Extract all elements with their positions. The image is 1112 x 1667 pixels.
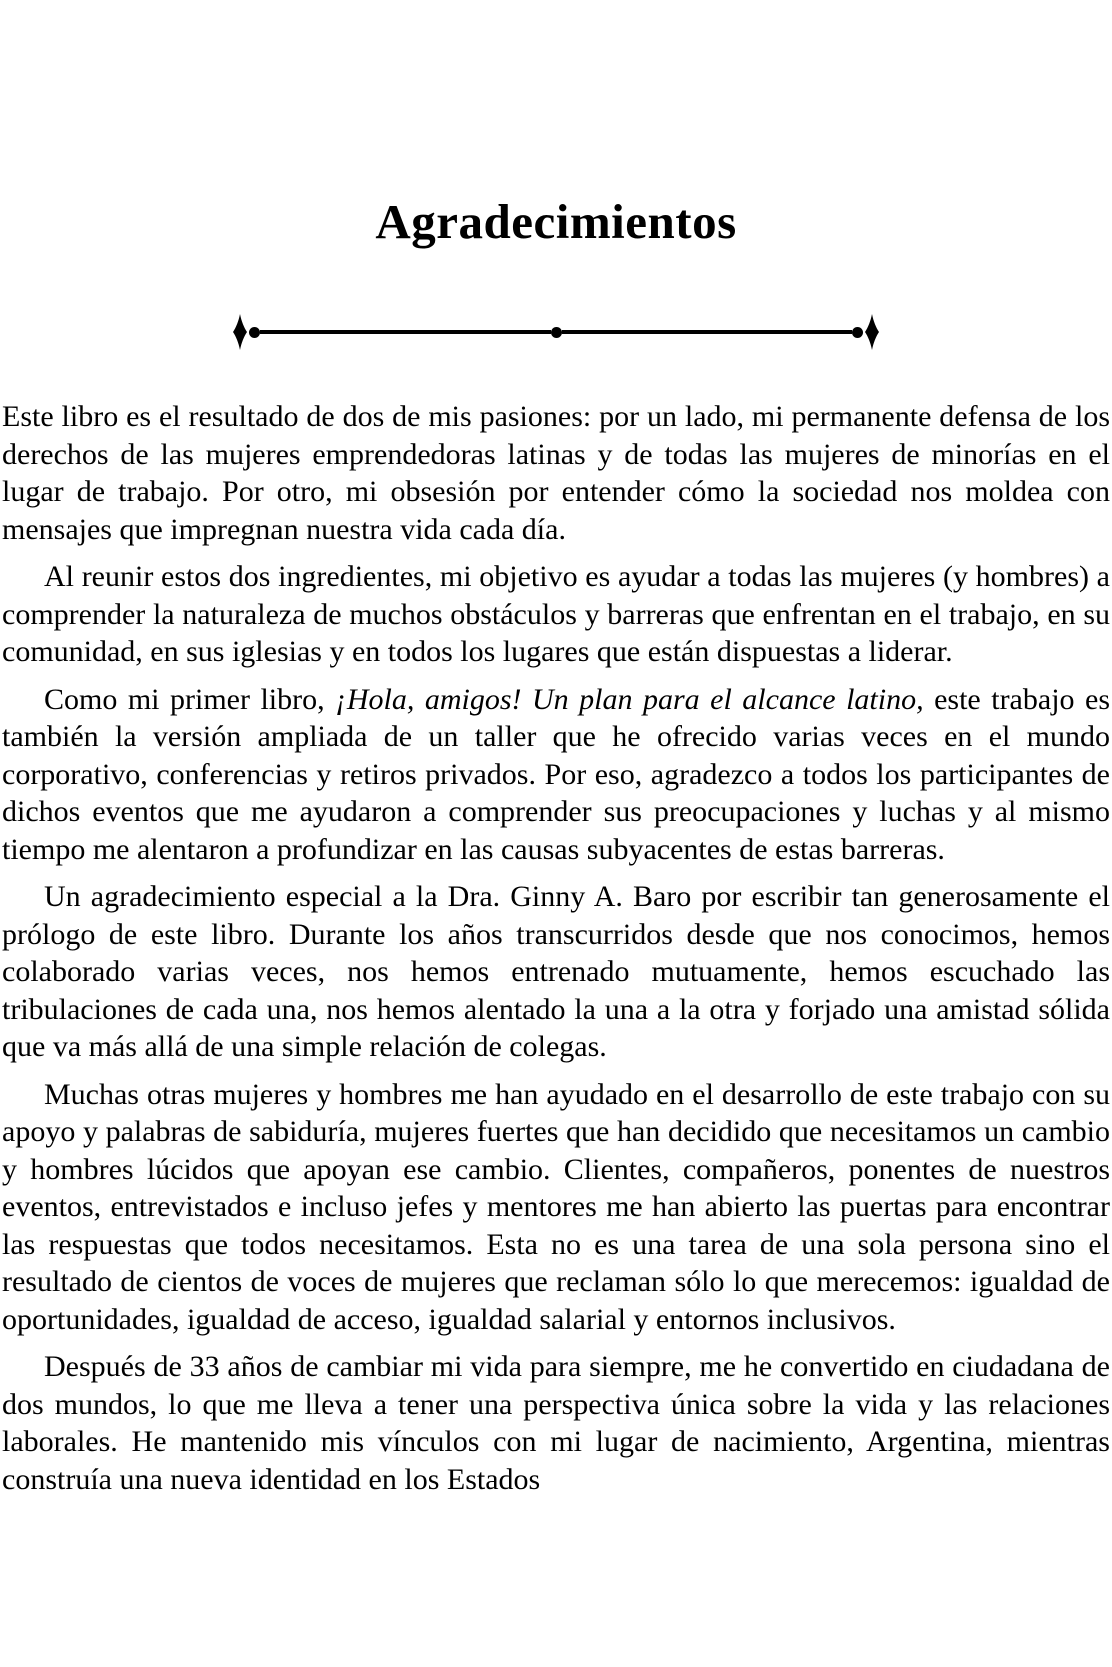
chapter-title: Agradecimientos bbox=[375, 194, 737, 249]
divider-dot-right bbox=[852, 327, 863, 338]
paragraph-4-text: Un agradecimiento especial a la Dra. Ginny A. Baro por escribir tan generosamente el prólogo de este libro. Durante los años transcurridos desde que nos conocimos, hemos colaborado varias veces, nos hemos entrenado mutuamente, hemos escuchado las tribulaciones de cada una, nos hemos alentado la una a la otra y forjado una amistad sólida que va más allá de una simple relación de colegas. bbox=[2, 880, 1110, 1063]
divider-rule-right bbox=[562, 330, 853, 334]
section-divider bbox=[233, 314, 879, 350]
divider-dot-center bbox=[551, 327, 562, 338]
diamond-ornament-left-icon bbox=[233, 314, 247, 350]
paragraph-5 bbox=[2, 1076, 1110, 1339]
paragraph-6-text: Después de 33 años de cambiar mi vida para siempre, me he convertido en ciudadana de dos mundos, lo que me lleva a tener una perspectiva única sobre la vida y las relaciones laborales. He mantenido mis vínculos con mi lugar de nacimiento, Argentina, mientras construía una nueva identidad en los Estados bbox=[2, 1350, 1110, 1496]
paragraph-6 bbox=[2, 1348, 1110, 1498]
paragraph-5-text: Muchas otras mujeres y hombres me han ayudado en el desarrollo de este trabajo con su apoyo y palabras de sabiduría, mujeres fuertes que han decidido que necesitamos un cambio y hombres lúcidos que apoyan ese cambio. Clientes, compañeros, ponentes de nuestros eventos, entrevistados e incluso jefes y mentores me han abierto las puertas para encontrar las respuestas que todos necesitamos. Esta no es una tarea de una sola persona sino el resultado de cientos de voces de mujeres que reclaman sólo lo que merecemos: igualdad de oportunidades, igualdad de acceso, igualdad salarial y entornos inclusivos. bbox=[2, 1077, 1110, 1336]
body-text bbox=[2, 398, 1110, 1498]
paragraph-1 bbox=[2, 398, 1110, 548]
diamond-ornament-right-icon bbox=[865, 314, 879, 350]
paragraph-3-text-post: este trabajo es también la versión ampliada de un taller que he ofrecido varias veces en el mundo corporativo, conferencias y retiros privados. Por eso, agradezco a todos los participantes de dichos eventos que me ayudaron a comprender sus preocupaciones y luchas y al mismo tiempo me alentaron a profundizar en las causas subyacentes de estas barreras. bbox=[2, 682, 1111, 866]
paragraph-3 bbox=[2, 681, 1110, 869]
paragraph-4 bbox=[2, 878, 1110, 1066]
paragraph-2-text: Al reunir estos dos ingredientes, mi objetivo es ayudar a todas las mujeres (y hombres) a comprender la naturaleza de muchos obstáculos y barreras que enfrentan en el trabajo, en su comunidad, en sus iglesias y en todos los lugares que están dispuestas a liderar. bbox=[2, 560, 1110, 668]
paragraph-2 bbox=[2, 558, 1110, 671]
divider-dot-left bbox=[249, 327, 260, 338]
paragraph-3-text-pre: Como mi primer libro, bbox=[44, 682, 336, 716]
book-title-italic: ¡Hola, amigos! Un plan para el alcance latino, bbox=[335, 682, 924, 716]
paragraph-1-text: Este libro es el resultado de dos de mis pasiones: por un lado, mi permanente defensa de los derechos de las mujeres emprendedoras latinas y de todas las mujeres de minorías en el lugar de trabajo. Por otro, mi obsesión por entender cómo la sociedad nos moldea con mensajes que impregnan nuestra vida cada día. bbox=[2, 400, 1110, 546]
divider-rule-left bbox=[260, 330, 551, 334]
